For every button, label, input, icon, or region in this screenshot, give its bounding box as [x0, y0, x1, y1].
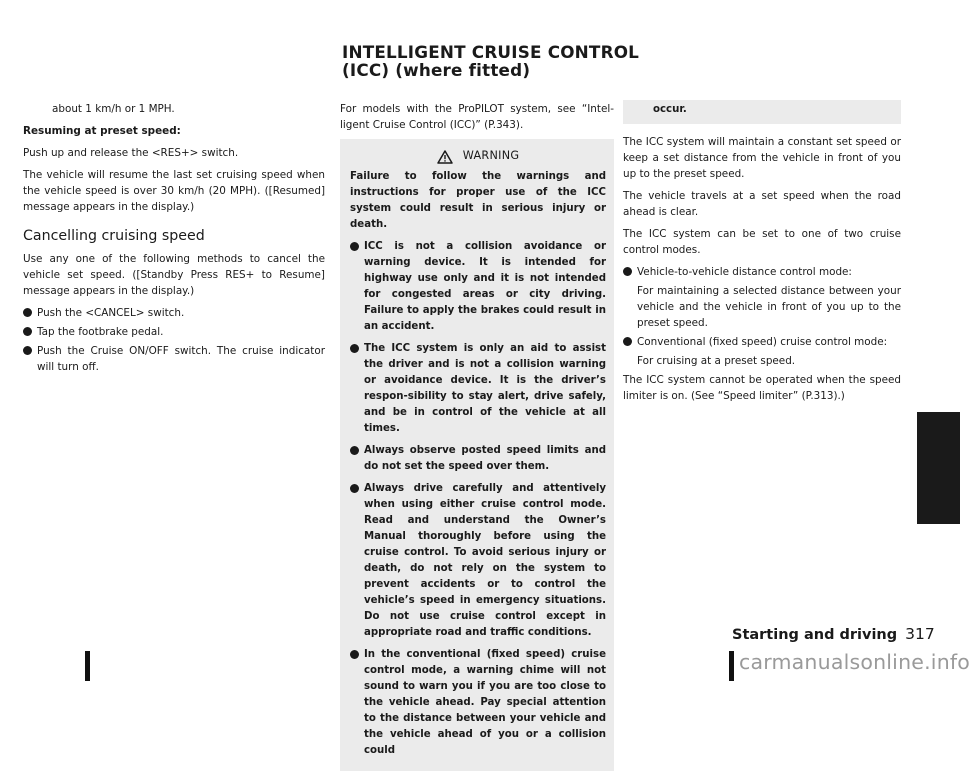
warning-item-text: Always observe posted speed limits and do not set the speed over them.: [364, 445, 606, 472]
mode-name: Vehicle-to-vehicle distance control mode:: [637, 266, 852, 278]
crop-mark: [729, 651, 734, 681]
list-item: [23, 305, 325, 321]
warning-title: WARNING: [462, 149, 520, 162]
icc-paragraph-3: The ICC system can be set to one of two cruise control modes.: [623, 228, 901, 256]
icc-modes-list: [623, 334, 901, 350]
list-item: [623, 264, 901, 280]
mode-description: For maintaining a selected distance between your vehicle and the vehicle in front of you up to the preset speed.: [637, 285, 901, 329]
warning-box: [340, 139, 614, 771]
warning-item-text: In the conventional (fixed speed) cruise control mode, a warning chime will not sound to warn you if you are too close to the vehicle ahead. Pay special attention to the distance between your vehicle and the vehicle ahead of you or a collision could: [364, 649, 606, 756]
bullet-icon: [23, 327, 32, 336]
mode-description: For cruising at a preset speed.: [637, 355, 796, 367]
cancel-method-text: Tap the footbrake pedal.: [37, 326, 164, 338]
cancel-methods-list: [23, 305, 325, 375]
chapter-thumb-tab: [917, 412, 960, 524]
bullet-icon: [350, 484, 359, 493]
cancel-method-text: Push the <CANCEL> switch.: [37, 307, 185, 319]
list-item: [23, 324, 325, 340]
cancel-method-text: Push the Cruise ON/OFF switch. The cruise indicator will turn off.: [37, 345, 325, 373]
warning-list: [350, 239, 606, 759]
propilot-note: For models with the ProPILOT system, see “Intel-ligent Cruise Control (ICC)” (P.343).: [340, 103, 614, 131]
bullet-icon: [23, 308, 32, 317]
resume-result: The vehicle will resume the last set cruising speed when the vehicle speed is over 30 km/h (20 MPH). ([Resumed] message appears in the display.): [23, 169, 325, 213]
list-item: [350, 239, 606, 335]
bullet-icon: [350, 344, 359, 353]
bullet-icon: [623, 337, 632, 346]
warning-item-text: Always drive carefully and attentively when using either cruise control mode. Read and understand the Owner’s Manual thoroughly before using the cruise control. To avoid serious injury or death, do not rely on the system to prevent accidents or to control the vehicle’s speed in emergency situations. Do not use cruise control except in appropriate road and traffic conditions.: [364, 483, 606, 638]
watermark: carmanualsonline.info: [739, 650, 970, 674]
list-item: [350, 481, 606, 641]
cancel-heading: Cancelling cruising speed: [23, 228, 205, 244]
icc-modes-list: [623, 264, 901, 280]
icc-paragraph-1: The ICC system will maintain a constant set speed or keep a set distance from the vehicle in front of you up to the preset speed.: [623, 136, 901, 180]
cancel-intro: Use any one of the following methods to cancel the vehicle set speed. ([Standby Press RES+ to Resume] message appears in the display.): [23, 253, 325, 297]
crop-mark: [85, 651, 90, 681]
left-column: [23, 101, 325, 381]
section-heading-line2: (ICC) (where fitted): [342, 60, 531, 80]
warning-intro: Failure to follow the warnings and instructions for proper use of the ICC system could result in serious injury or death.: [350, 171, 606, 230]
list-item: [350, 443, 606, 475]
list-item: [350, 647, 606, 759]
chapter-name: Starting and driving: [732, 627, 898, 643]
warning-triangle-icon: [437, 149, 453, 163]
warning-item-text: ICC is not a collision avoidance or warning device. It is intended for highway use only and it is not intended for congested areas or city driving. Failure to apply the brakes could result in an accident.: [364, 241, 606, 332]
right-column: [623, 0, 901, 410]
page-number: 317: [905, 625, 935, 643]
bullet-icon: [350, 446, 359, 455]
resume-heading: Resuming at preset speed:: [23, 125, 181, 137]
mode-name: Conventional (fixed speed) cruise control mode:: [637, 336, 888, 348]
icc-paragraph-4: The ICC system cannot be operated when the speed limiter is on. (See “Speed limiter” (P.313).): [623, 374, 901, 402]
icc-paragraph-2: The vehicle travels at a set speed when the road ahead is clear.: [623, 190, 901, 218]
bullet-icon: [350, 242, 359, 251]
continued-text: about 1 km/h or 1 MPH.: [52, 103, 175, 115]
warning-header: [350, 145, 606, 161]
page-footer: [732, 625, 935, 643]
list-item: [23, 343, 325, 375]
bullet-icon: [350, 650, 359, 659]
warning-item-text: The ICC system is only an aid to assist the driver and is not a collision warning or avoidance device. It is the driver’s respon-sibility to stay alert, drive safely, and be in control of the vehicle at all times.: [364, 343, 606, 434]
warning-continuation-box: occur.: [623, 100, 901, 124]
middle-column: [340, 101, 614, 771]
resume-step: Push up and release the <RES+> switch.: [23, 147, 239, 159]
section-heading-line1: INTELLIGENT CRUISE CONTROL: [342, 42, 640, 62]
bullet-icon: [23, 346, 32, 355]
list-item: [623, 334, 901, 350]
list-item: [350, 341, 606, 437]
section-heading: [342, 43, 642, 79]
bullet-icon: [623, 267, 632, 276]
